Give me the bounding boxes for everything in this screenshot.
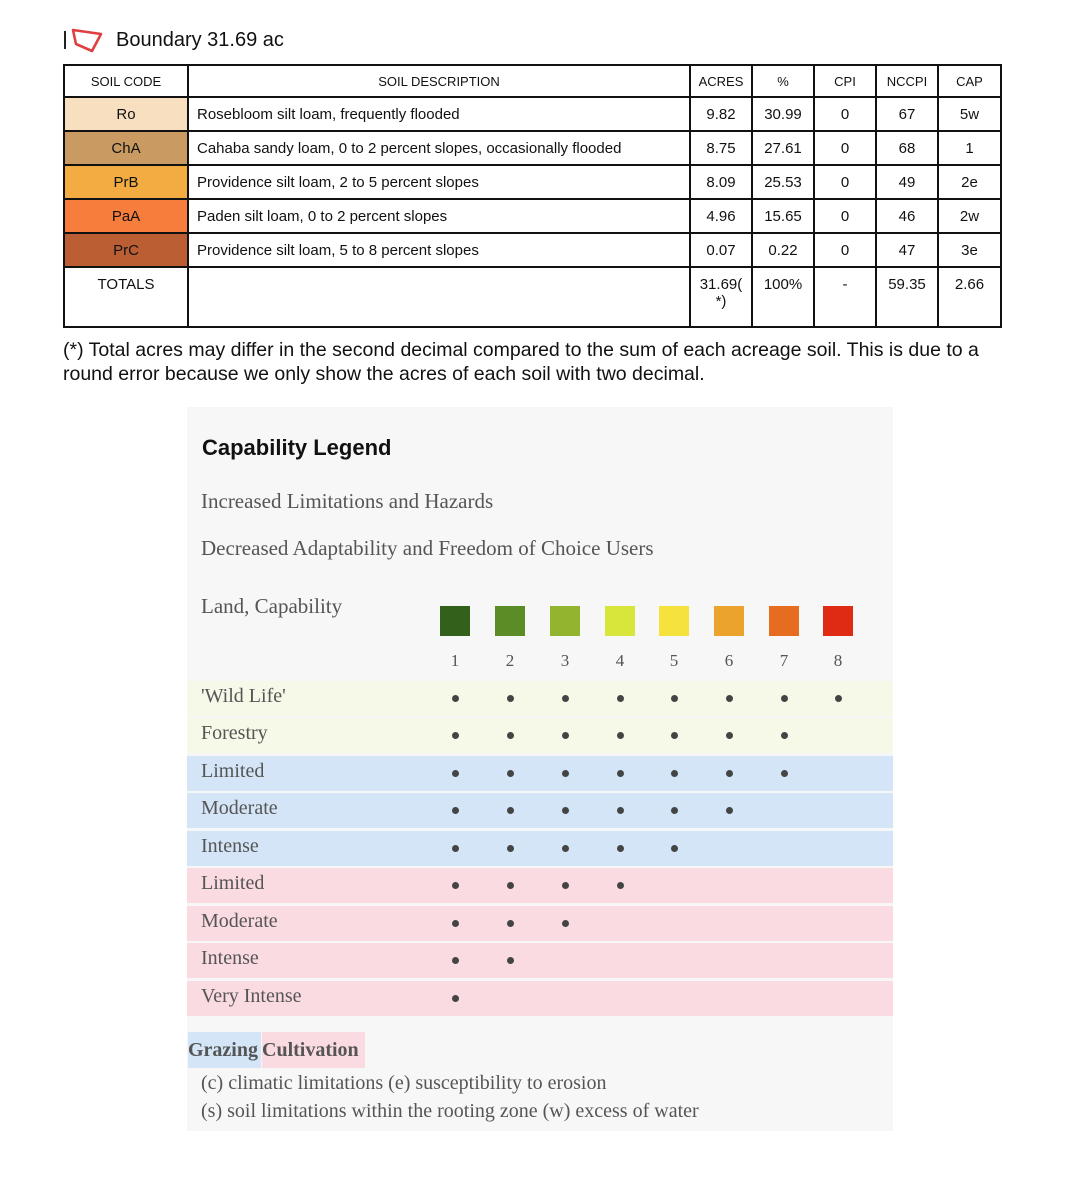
col-soil-code: SOIL CODE [64, 65, 188, 97]
capability-dot [562, 695, 569, 702]
capability-dot [562, 845, 569, 852]
capability-dot [562, 920, 569, 927]
table-header-row [64, 65, 1001, 97]
capability-dot [617, 807, 624, 814]
capability-dot [507, 732, 514, 739]
cap-cell: 2e [938, 165, 1001, 199]
capability-dot [452, 920, 459, 927]
table-row [64, 233, 1001, 267]
capability-dot [452, 957, 459, 964]
capability-dot [507, 845, 514, 852]
legend-row-cultivation [187, 943, 893, 978]
boundary-header [64, 26, 284, 54]
col-cap: CAP [938, 65, 1001, 97]
cap-cell: 5w [938, 97, 1001, 131]
footnote: (*) Total acres may differ in the second decimal compared to the sum of each acreage soil. This is due to a round error because we only show the acres of each soil with two decimal. [63, 339, 979, 385]
capability-class-number: 3 [560, 651, 570, 670]
capability-dot [562, 882, 569, 889]
capability-dot [452, 995, 459, 1002]
soil-code-cell: PrB [64, 165, 188, 199]
legend-row-label: Forestry [201, 722, 268, 744]
col-soil-description: SOIL DESCRIPTION [188, 65, 690, 97]
cap-cell: 3e [938, 233, 1001, 267]
table-row [64, 199, 1001, 233]
cap-cell: 2w [938, 199, 1001, 233]
table-row [64, 97, 1001, 131]
totals-acres-value: 31.69( *) [699, 276, 743, 310]
cursor-bar [64, 31, 66, 49]
grazing-tag [188, 1032, 261, 1068]
capability-dot [671, 845, 678, 852]
legend-row-grazing [187, 793, 893, 828]
nccpi-cell: 47 [876, 233, 938, 267]
percent-cell: 30.99 [752, 97, 814, 131]
soil-code-cell: PrC [64, 233, 188, 267]
capability-dot [507, 770, 514, 777]
legend-row-label: Moderate [201, 910, 278, 932]
legend-land-capability: Land, Capability [201, 594, 343, 618]
capability-class-number: 7 [779, 651, 789, 670]
soil-code-cell: Ro [64, 97, 188, 131]
acres-cell: 9.82 [690, 97, 752, 131]
table-row [64, 131, 1001, 165]
capability-dot [452, 695, 459, 702]
nccpi-cell: 46 [876, 199, 938, 233]
capability-dot [452, 807, 459, 814]
legend-title: Capability Legend [202, 435, 392, 460]
capability-dot [452, 845, 459, 852]
capability-dot [617, 770, 624, 777]
acres-cell: 8.09 [690, 165, 752, 199]
legend-row-wildlife [187, 681, 893, 716]
percent-cell: 25.53 [752, 165, 814, 199]
legend-row-label: Very Intense [201, 985, 302, 1007]
cap-cell: 1 [938, 131, 1001, 165]
legend-note-climatic: (c) climatic limitations (e) susceptibility to erosion [201, 1072, 607, 1094]
soil-code-cell: ChA [64, 131, 188, 165]
capability-dot [562, 770, 569, 777]
capability-dot [452, 770, 459, 777]
capability-dot [562, 732, 569, 739]
soil-description-cell: Rosebloom silt loam, frequently flooded [188, 97, 690, 131]
capability-dot [726, 807, 733, 814]
capability-dot [452, 732, 459, 739]
cultivation-label: Cultivation [262, 1039, 359, 1061]
cpi-cell: 0 [814, 199, 876, 233]
legend-row-cultivation [187, 868, 893, 903]
capability-dot [781, 695, 788, 702]
totals-row [64, 267, 1001, 327]
capability-dot [726, 695, 733, 702]
legend-row-label: Limited [201, 872, 265, 894]
capability-dot [507, 920, 514, 927]
totals-nccpi: 59.35 [876, 267, 938, 327]
legend-row-grazing [187, 756, 893, 791]
capability-class-swatch [769, 606, 799, 636]
totals-acres [690, 267, 752, 327]
soil-description-cell: Cahaba sandy loam, 0 to 2 percent slopes, occasionally flooded [188, 131, 690, 165]
cpi-cell: 0 [814, 233, 876, 267]
acres-cell: 8.75 [690, 131, 752, 165]
nccpi-cell: 67 [876, 97, 938, 131]
capability-class-swatch [714, 606, 744, 636]
col-cpi: CPI [814, 65, 876, 97]
capability-dot [617, 845, 624, 852]
capability-class-swatch [495, 606, 525, 636]
capability-dot [781, 732, 788, 739]
legend-row-label: Limited [201, 760, 265, 782]
col-nccpi: NCCPI [876, 65, 938, 97]
capability-dot [617, 882, 624, 889]
legend-row-label: Intense [201, 835, 259, 857]
table-row [64, 165, 1001, 199]
capability-dot [562, 807, 569, 814]
totals-percent: 100% [752, 267, 814, 327]
capability-dot [781, 770, 788, 777]
capability-dot [452, 882, 459, 889]
capability-dot [726, 770, 733, 777]
capability-dot [671, 770, 678, 777]
legend-line-adaptability: Decreased Adaptability and Freedom of Choice Users [201, 536, 654, 560]
capability-class-number: 8 [833, 651, 843, 670]
soil-description-cell: Paden silt loam, 0 to 2 percent slopes [188, 199, 690, 233]
legend-row-cultivation [187, 906, 893, 941]
capability-dot [671, 732, 678, 739]
capability-legend [187, 407, 893, 1131]
legend-row-label: 'Wild Life' [201, 685, 286, 707]
cpi-cell: 0 [814, 131, 876, 165]
nccpi-cell: 68 [876, 131, 938, 165]
percent-cell: 0.22 [752, 233, 814, 267]
capability-class-swatch [823, 606, 853, 636]
legend-row-grazing [187, 831, 893, 866]
capability-dot [671, 807, 678, 814]
totals-label: TOTALS [64, 267, 188, 327]
legend-line-limitations: Increased Limitations and Hazards [201, 489, 494, 513]
acres-cell: 0.07 [690, 233, 752, 267]
acres-cell: 4.96 [690, 199, 752, 233]
capability-class-number: 5 [669, 651, 679, 670]
capability-class-number: 4 [615, 651, 625, 670]
grazing-label: Grazing [188, 1039, 258, 1061]
col-acres: ACRES [690, 65, 752, 97]
cpi-cell: 0 [814, 165, 876, 199]
capability-class-swatch [440, 606, 470, 636]
capability-class-number: 2 [505, 651, 515, 670]
capability-dot [507, 695, 514, 702]
capability-class-number: 6 [724, 651, 734, 670]
capability-class-swatch [550, 606, 580, 636]
soil-table [63, 64, 1002, 328]
capability-class-swatch [605, 606, 635, 636]
boundary-label: Boundary 31.69 ac [116, 28, 284, 51]
soil-description-cell: Providence silt loam, 2 to 5 percent slopes [188, 165, 690, 199]
cultivation-tag [262, 1032, 365, 1068]
soil-code-cell: PaA [64, 199, 188, 233]
capability-dot [617, 695, 624, 702]
capability-dot [507, 957, 514, 964]
totals-description [188, 267, 690, 327]
legend-row-wildlife [187, 718, 893, 753]
totals-cpi: - [814, 267, 876, 327]
capability-dot [835, 695, 842, 702]
boundary-polygon-icon [70, 27, 104, 53]
percent-cell: 27.61 [752, 131, 814, 165]
soil-description-cell: Providence silt loam, 5 to 8 percent slopes [188, 233, 690, 267]
percent-cell: 15.65 [752, 199, 814, 233]
cpi-cell: 0 [814, 97, 876, 131]
capability-dot [507, 807, 514, 814]
col-percent: % [752, 65, 814, 97]
totals-cap: 2.66 [938, 267, 1001, 327]
nccpi-cell: 49 [876, 165, 938, 199]
legend-note-soil: (s) soil limitations within the rooting zone (w) excess of water [201, 1100, 699, 1122]
capability-dot [671, 695, 678, 702]
legend-row-cultivation [187, 981, 893, 1016]
capability-class-number: 1 [450, 651, 460, 670]
capability-dot [507, 882, 514, 889]
legend-row-label: Intense [201, 947, 259, 969]
capability-dot [617, 732, 624, 739]
capability-class-swatch [659, 606, 689, 636]
legend-row-label: Moderate [201, 797, 278, 819]
capability-dot [726, 732, 733, 739]
